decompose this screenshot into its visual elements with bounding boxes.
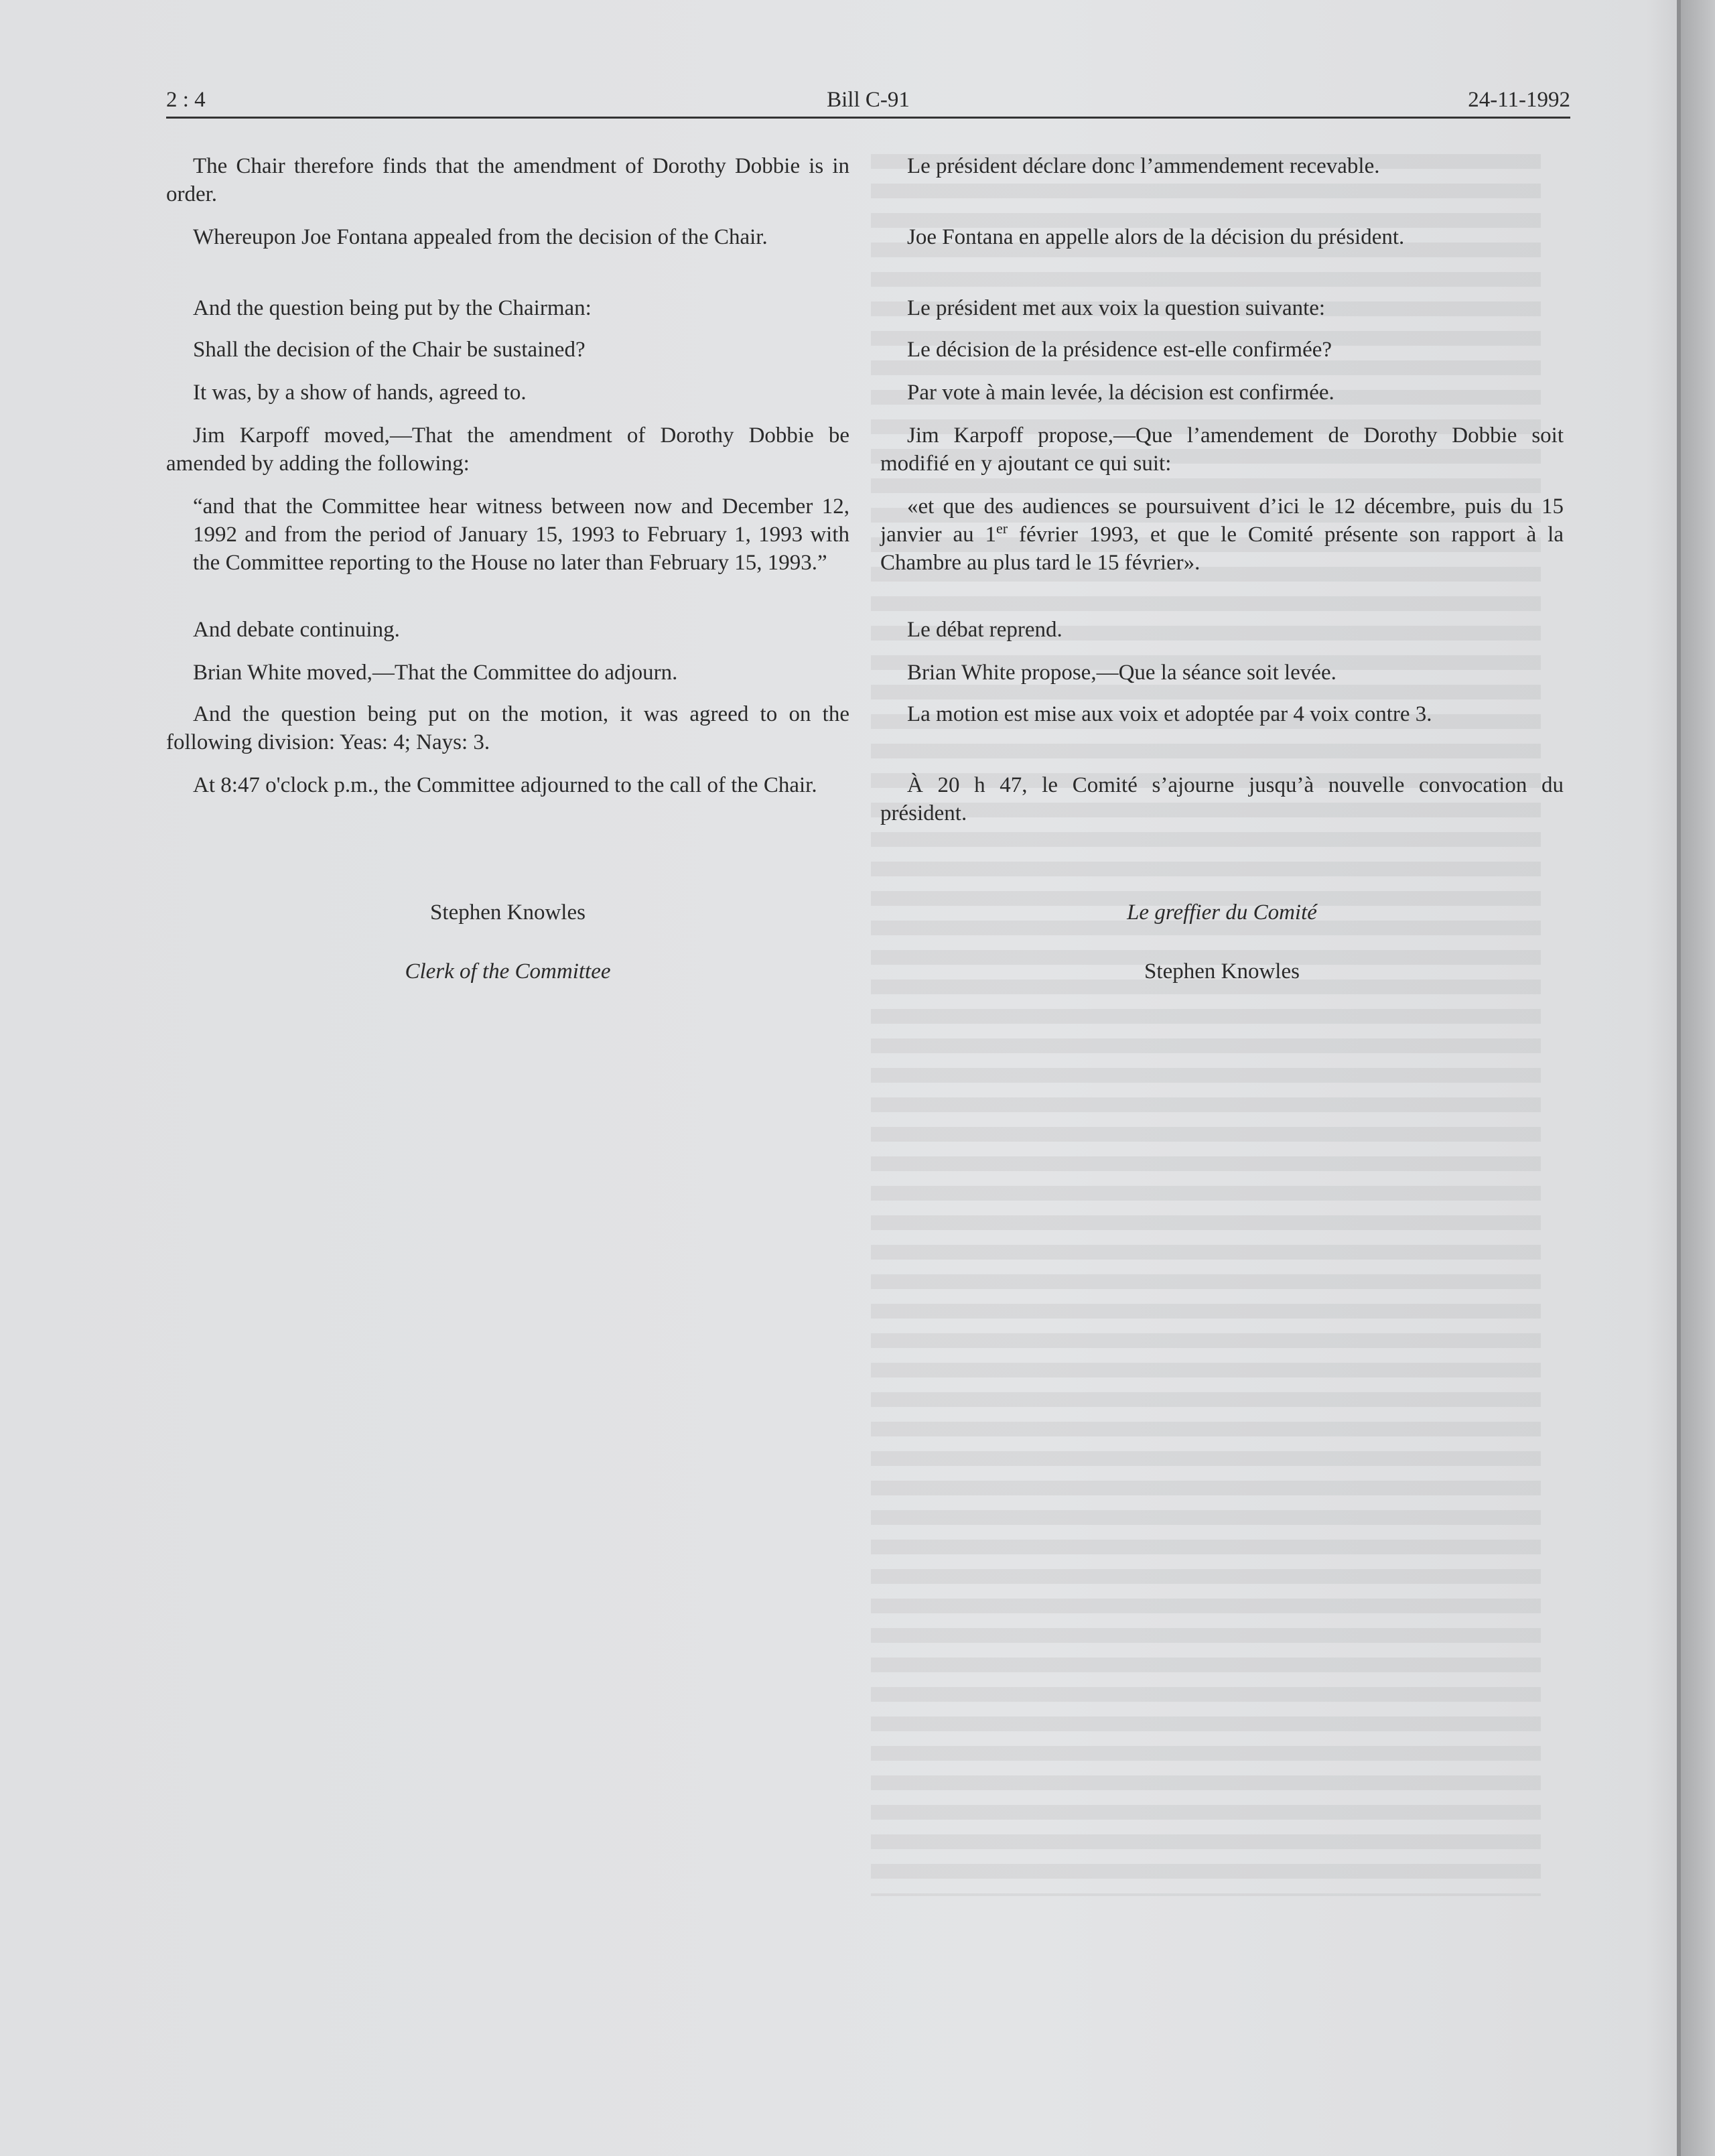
fr-quote-superscript: er xyxy=(996,520,1008,537)
en-paragraph-agreed: It was, by a show of hands, agreed to. xyxy=(193,381,527,405)
en-signature-title: Clerk of the Committee xyxy=(405,959,611,984)
fr-signature-name: Stephen Knowles xyxy=(1144,959,1300,984)
fr-paragraph-confirmed: Par vote à main levée, la décision est confirmée. xyxy=(907,381,1334,405)
en-paragraph-ruling: The Chair therefore finds that the amendment of Dorothy Dobbie is in order. xyxy=(166,154,849,206)
en-paragraph-sustained: Shall the decision of the Chair be sustained? xyxy=(193,338,586,362)
en-paragraph-debate: And debate continuing. xyxy=(193,618,400,642)
en-paragraph-division: And the question being put on the motion, it was agreed to on the following division: Yeas: 4; Nays: 3. xyxy=(166,702,849,754)
en-paragraph-white-motion: Brian White moved,—That the Committee do adjourn. xyxy=(193,661,678,685)
header-date: 24-11-1992 xyxy=(1468,88,1570,112)
page-header xyxy=(166,79,1570,119)
en-paragraph-appeal: Whereupon Joe Fontana appealed from the decision of the Chair. xyxy=(193,225,768,249)
page-number: 2 : 4 xyxy=(166,88,206,112)
fr-paragraph-ruling: Le président déclare donc l’ammendement recevable. xyxy=(907,154,1380,178)
bleed-through-texture xyxy=(871,154,1541,1896)
en-paragraph-karpoff-motion: Jim Karpoff moved,—That the amendment of Dorothy Dobbie be amended by adding the following: xyxy=(166,423,849,476)
bill-title: Bill C-91 xyxy=(827,88,910,112)
en-signature-name: Stephen Knowles xyxy=(430,900,586,925)
fr-quoted-amendment xyxy=(880,492,1564,577)
document-page xyxy=(166,79,1570,984)
fr-paragraph-debate: Le débat reprend. xyxy=(907,618,1062,642)
page-edge-shadow xyxy=(1681,0,1715,2156)
fr-paragraph-adjourn: À 20 h 47, le Comité s’ajourne jusqu’à nouvelle convocation du président. xyxy=(880,773,1564,825)
fr-paragraph-appeal: Joe Fontana en appelle alors de la décision du président. xyxy=(907,225,1405,249)
fr-paragraph-division: La motion est mise aux voix et adoptée par 4 voix contre 3. xyxy=(907,702,1432,726)
fr-paragraph-question: Le président met aux voix la question suivante: xyxy=(907,296,1326,320)
fr-paragraph-karpoff-motion: Jim Karpoff propose,—Que l’amendement de Dorothy Dobbie soit modifié en y ajoutant ce qui suit: xyxy=(880,423,1564,476)
fr-quote-part-b: février 1993, et que le Comité présente son rapport à la Chambre au plus tard le 15 février». xyxy=(880,523,1564,575)
en-quoted-amendment: “and that the Committee hear witness between now and December 12, 1992 and from the period of January 15, 1993 to February 1, 1993 with the Committee reporting to the House no later than February 15, 1993.” xyxy=(193,494,849,575)
fr-paragraph-confirmed-question: Le décision de la présidence est-elle confirmée? xyxy=(907,338,1332,362)
fr-paragraph-white-motion: Brian White propose,—Que la séance soit levée. xyxy=(907,661,1336,685)
en-paragraph-adjourn: At 8:47 o'clock p.m., the Committee adjourned to the call of the Chair. xyxy=(193,773,817,797)
fr-signature-title: Le greffier du Comité xyxy=(1127,900,1317,925)
fr-quote-part-a: «et que des audiences se poursuivent d’ici le 12 décembre, puis du 15 janvier au 1 xyxy=(880,494,1564,547)
en-paragraph-question: And the question being put by the Chairman: xyxy=(193,296,592,320)
